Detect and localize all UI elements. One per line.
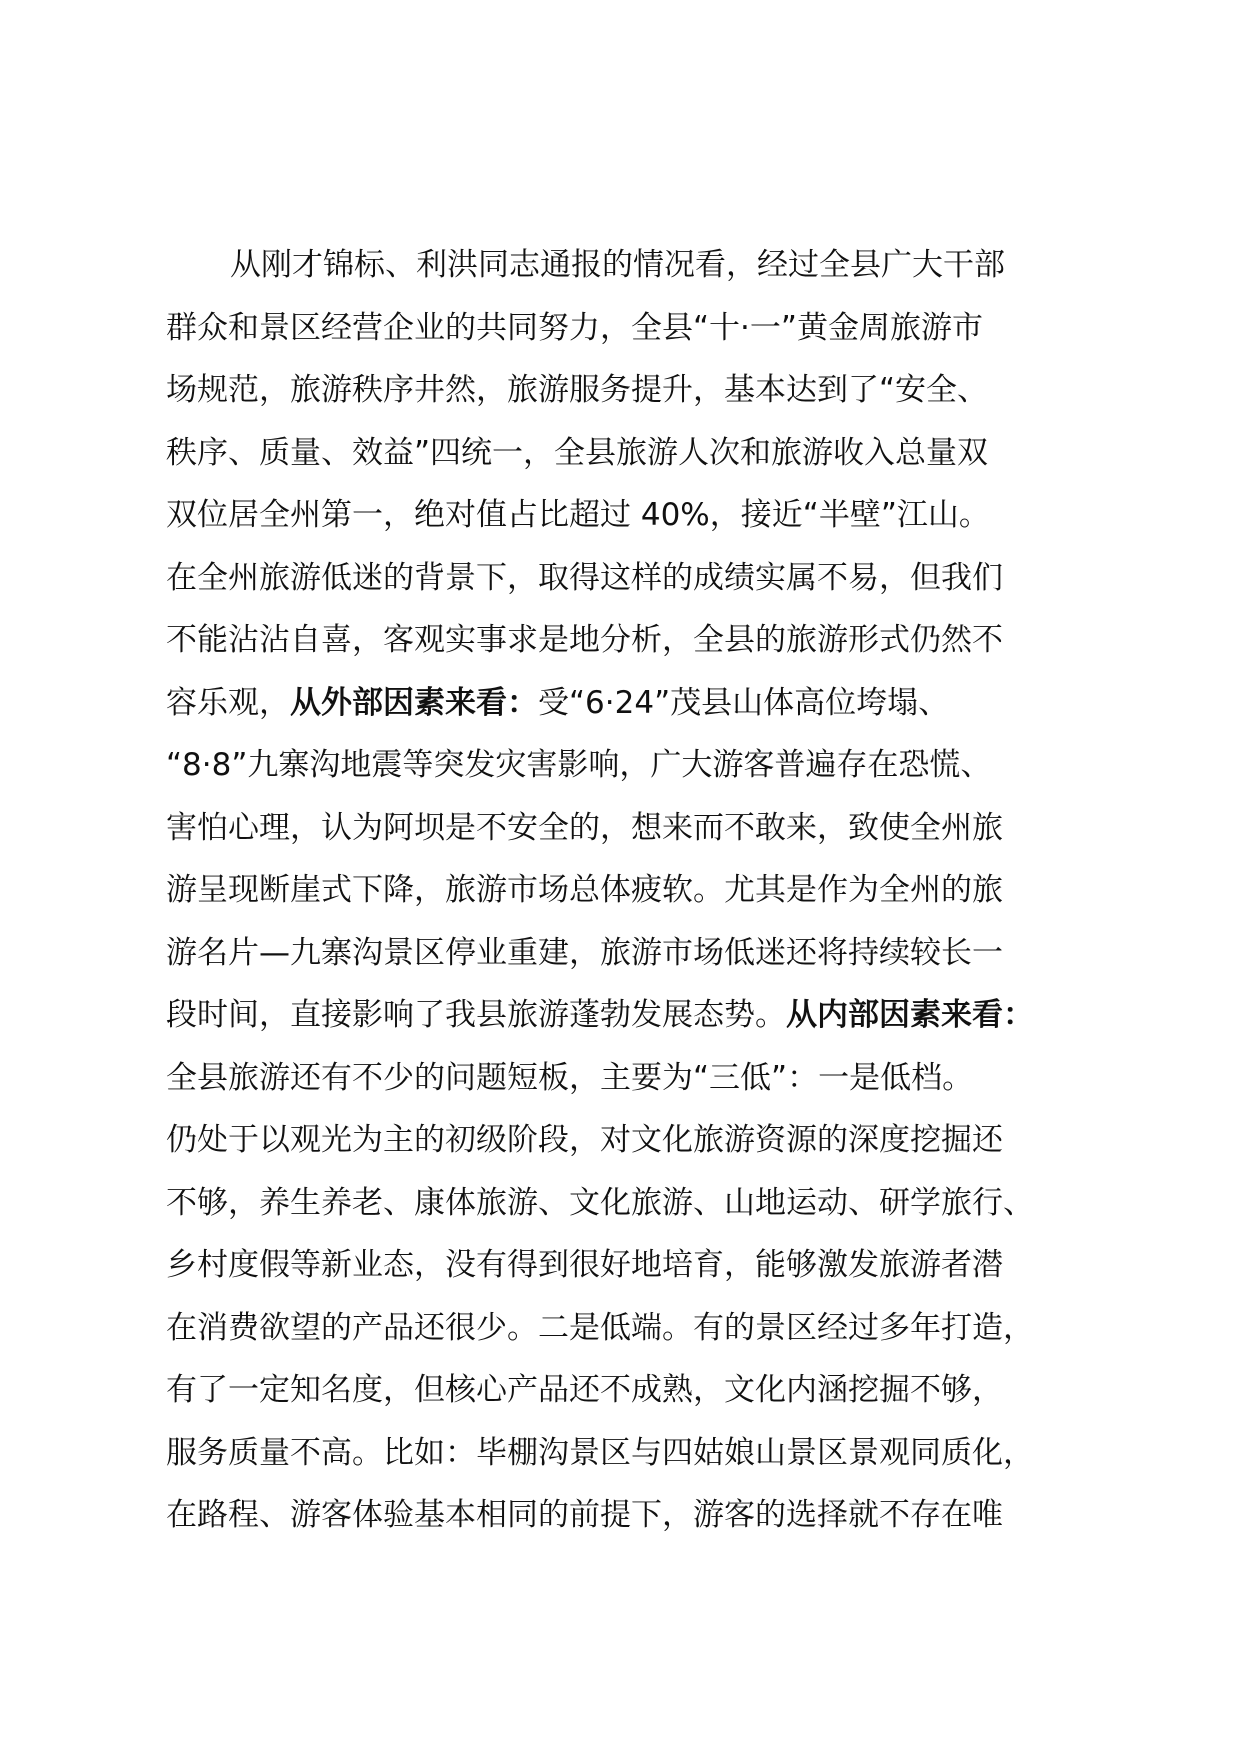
body-paragraph <box>166 234 1096 1547</box>
text-line: “8·8”九寨沟地震等突发灾害影响，广大游客普遍存在恐慌、 <box>166 747 992 783</box>
text-line: 游名片—九寨沟景区停业重建，旅游市场低迷还将持续较长一 <box>166 934 1003 971</box>
text-line: 场规范，旅游秩序井然，旅游服务提升，基本达到了“安全、 <box>166 372 989 408</box>
text-line: 秩序、质量、效益”四统一，全县旅游人次和旅游收入总量双 <box>166 434 989 471</box>
text-line: 服务质量不高。比如：毕棚沟景区与四姑娘山景区景观同质化， <box>166 1434 1034 1471</box>
text-line: 容乐观，从外部因素来看：受“6·24”茂县山体高位垮塌、 <box>166 684 950 721</box>
text-line: 段时间，直接影响了我县旅游蓬勃发展态势。从内部因素来看： <box>166 997 1034 1033</box>
text-line: 害怕心理，认为阿坝是不安全的，想来而不敢来，致使全州旅 <box>166 809 1003 846</box>
text-line: 有了一定知名度，但核心产品还不成熟，文化内涵挖掘不够， <box>166 1372 1003 1408</box>
text-line: 从刚才锦标、利洪同志通报的情况看，经过全县广大干部 <box>230 247 1005 283</box>
text-line: 在路程、游客体验基本相同的前提下，游客的选择就不存在唯 <box>166 1497 1003 1533</box>
text-line: 全县旅游还有不少的问题短板，主要为“三低”：一是低档。 <box>166 1059 974 1096</box>
text-line: 游呈现断崖式下降，旅游市场总体疲软。尤其是作为全州的旅 <box>166 872 1003 908</box>
text-line: 不能沾沾自喜，客观实事求是地分析，全县的旅游形式仍然不 <box>166 622 1003 658</box>
text-line: 乡村度假等新业态，没有得到很好地培育，能够激发旅游者潜 <box>166 1247 1003 1283</box>
bold-heading-external: 从外部因素来看： <box>290 684 538 721</box>
text-line: 不够，养生养老、康体旅游、文化旅游、山地运动、研学旅行、 <box>166 1184 1034 1221</box>
bold-heading-internal: 从内部因素来看： <box>786 997 1034 1033</box>
text-line: 仍处于以观光为主的初级阶段，对文化旅游资源的深度挖掘还 <box>166 1122 1003 1158</box>
text-line: 在全州旅游低迷的背景下，取得这样的成绩实属不易，但我们 <box>166 559 1003 596</box>
text-line: 群众和景区经营企业的共同努力，全县“十·一”黄金周旅游市 <box>166 309 983 346</box>
text-line: 在消费欲望的产品还很少。二是低端。有的景区经过多年打造， <box>166 1309 1034 1346</box>
text-line: 双位居全州第一，绝对值占比超过 40%，接近“半壁”江山。 <box>166 497 990 533</box>
